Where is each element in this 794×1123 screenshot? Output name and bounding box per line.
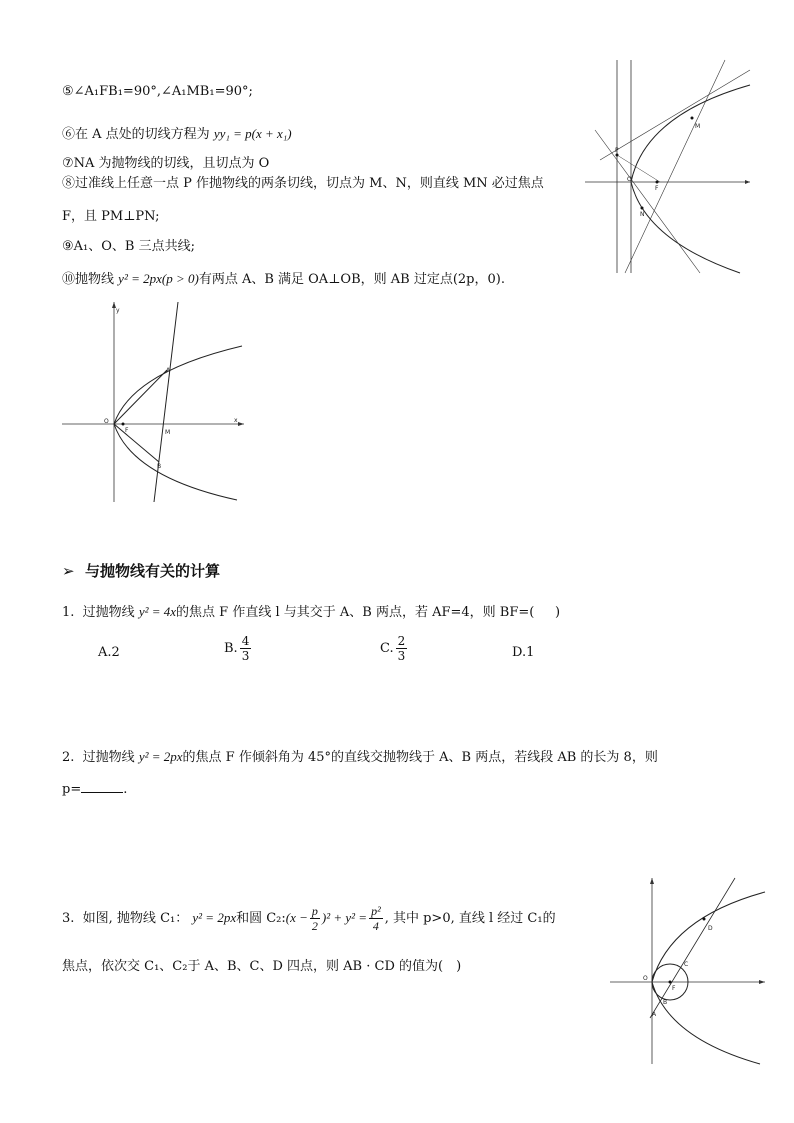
fig3-label-f: F <box>672 985 676 992</box>
fig2-label-f: F <box>125 427 129 434</box>
q1-option-b-fraction: $\frac{4}{3}$ <box>241 634 250 663</box>
fig3-label-b: B <box>663 999 668 1006</box>
item-8 <box>62 175 544 193</box>
q2-suffix: 的焦点 F 作倾斜角为 45°的直线交抛物线于 A、B 两点，若线段 AB 的长为 8，则 <box>182 750 658 765</box>
fig3-label-c: C <box>684 961 689 968</box>
figure-tangent-lines <box>585 60 750 273</box>
item-10-suffix: 有两点 A、B 满足 OA⊥OB，则 AB 过定点(2p，0). <box>198 272 505 287</box>
question-3 <box>62 904 556 933</box>
item-8-text: 过准线上任意一点 P 作抛物线的两条切线，切点为 M、N，则直线 MN 必过焦点 <box>75 176 544 191</box>
q3-formula-circle-a: (x − <box>285 910 308 925</box>
q3-suffix: , 其中 p>0, 直线 l 经过 C₁的 <box>384 911 556 926</box>
q1-option-d: D.1 <box>512 645 535 660</box>
item-9 <box>62 238 195 256</box>
q1-formula: y² = 4x <box>138 604 177 619</box>
q3-cont-text: 焦点，依次交 C₁、C₂于 A、B、C、D 四点，则 <box>62 959 340 974</box>
q2-cont-text: p= <box>62 782 82 797</box>
fig2-label-x: x <box>234 417 238 424</box>
q1-option-c-label: C. <box>380 641 394 656</box>
q3-frac-1: $\frac{p}{2}$ <box>311 904 318 933</box>
fig1-point-n <box>641 207 644 210</box>
section-title: 与抛物线有关的计算 <box>85 562 221 580</box>
section-arrow-icon: ➢ <box>62 562 75 580</box>
fig2-label-o: O <box>104 418 109 425</box>
fig1-label-n: N <box>640 211 645 218</box>
q3-prefix: 如图, 抛物线 C₁： <box>82 911 189 926</box>
item-9-text: A₁、O、B 三点共线; <box>73 239 195 254</box>
fig1-label-o: O <box>627 176 632 183</box>
q1-number: 1. <box>62 605 75 620</box>
figure-parabola-circle <box>610 878 765 1064</box>
item-7 <box>62 155 269 173</box>
item-10-marker: ⑩ <box>62 272 76 287</box>
fig2-line-ab <box>154 302 178 502</box>
item-5 <box>62 83 253 101</box>
fig2-point-f <box>122 423 125 426</box>
item-6-prefix: 在 A 点处的切线方程为 <box>75 127 210 142</box>
fig1-label-f: F <box>655 185 659 192</box>
fig1-point-f <box>656 181 659 184</box>
item-10-formula: y² = 2px(p > 0) <box>118 271 199 286</box>
fig1-point-m <box>691 117 694 120</box>
fig2-x-arrow-icon <box>238 422 244 426</box>
fig2-line-oa <box>114 370 167 424</box>
fig3-label-d: D <box>708 925 713 932</box>
q3-formula-circle-b: )² + y² = <box>321 910 368 925</box>
fig2-label-a: A <box>166 367 171 374</box>
q3-frac-2: $\frac{\text{p²}}{4}$ <box>371 904 381 933</box>
q2-formula: y² = 2px <box>138 749 183 764</box>
q1-suffix: 的焦点 F 作直线 l 与其交于 A、B 两点，若 AF=4，则 BF=( <box>176 605 535 620</box>
item-5-text: ∠A₁FB₁=90°,∠A₁MB₁=90°; <box>73 84 253 99</box>
fig3-label-a: A <box>652 1011 657 1018</box>
fig1-label-m: M <box>695 123 701 130</box>
fig3-y-arrow-icon <box>650 878 654 884</box>
fig3-parabola <box>652 892 765 1064</box>
q1-option-b <box>224 634 253 663</box>
q3-end: 的值为( ) <box>399 959 462 974</box>
figure-oa-perp-ob <box>62 302 244 502</box>
fig2-parabola <box>114 346 242 500</box>
fig1-label-p: P <box>615 147 619 154</box>
question-2 <box>62 748 658 767</box>
fig3-x-arrow-icon <box>759 980 765 984</box>
fig1-line-pm <box>600 70 750 160</box>
item-6 <box>62 125 292 144</box>
item-10 <box>62 270 505 289</box>
item-6-marker: ⑥ <box>62 127 76 142</box>
item-7-text: NA 为抛物线的切线，且切点为 O <box>73 156 270 171</box>
fig1-parabola <box>631 85 750 273</box>
q1-option-c-fraction: $\frac{2}{3}$ <box>397 634 406 663</box>
fig1-x-arrow-icon <box>745 180 750 184</box>
question-1 <box>62 603 560 622</box>
section-heading <box>62 560 220 581</box>
item-8-marker: ⑧ <box>62 176 76 191</box>
q2-prefix: 过抛物线 <box>82 750 135 765</box>
q2-answer-blank[interactable] <box>81 780 123 793</box>
fig3-point-f <box>669 981 672 984</box>
item-7-marker: ⑦ <box>62 156 74 171</box>
q3-continuation <box>62 958 461 976</box>
item-5-marker: ⑤ <box>62 84 74 99</box>
fig1-line-pn <box>595 130 700 273</box>
q1-prefix: 过抛物线 <box>82 605 135 620</box>
q1-option-a: A.2 <box>98 645 120 660</box>
fig2-label-m: M <box>165 429 171 436</box>
q1-option-c <box>380 634 409 663</box>
item-6-formula: yy₁ = p(x + x₁) <box>213 126 292 141</box>
fig3-line-l <box>650 878 735 1018</box>
fig2-label-y: y <box>116 307 120 314</box>
fig3-point-d <box>703 918 706 921</box>
item-10-prefix: 抛物线 <box>75 272 115 287</box>
fig3-label-o: O <box>643 975 648 982</box>
q3-vector-product: AB · CD <box>343 959 395 974</box>
q1-option-b-label: B. <box>224 641 238 656</box>
q2-number: 2. <box>62 750 75 765</box>
q3-mid: 和圆 C₂: <box>236 911 286 926</box>
q1-close-paren: ) <box>555 605 561 620</box>
q3-formula-parabola: y² = 2px <box>192 910 237 925</box>
fig2-label-b: B <box>157 463 162 470</box>
item-8-cont: F，且 PM⊥PN; <box>62 209 160 224</box>
q2-continuation: p= . <box>62 782 128 797</box>
q3-number: 3. <box>62 911 75 926</box>
item-9-marker: ⑨ <box>62 239 74 254</box>
